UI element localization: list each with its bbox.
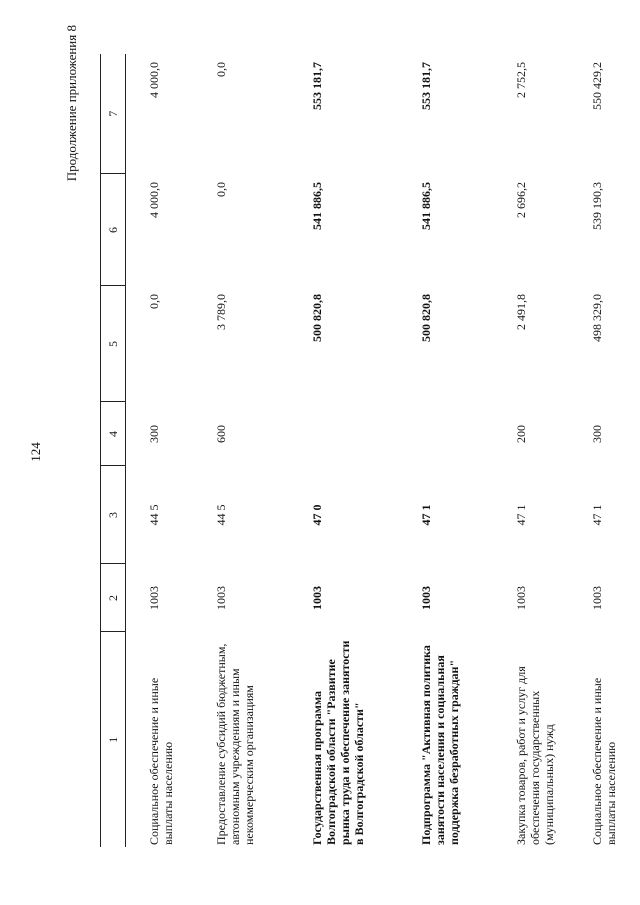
section-code-cell: 1003 (419, 586, 433, 610)
expense-type-cell: 300 (590, 425, 604, 443)
row-name-cell: Социальное обеспечение и иные выплаты населению (590, 677, 618, 845)
page-number: 124 (28, 442, 43, 462)
target-article-cell: 47 1 (514, 504, 528, 526)
amount-cell: 0,0 (147, 294, 161, 309)
column-header: 4 (101, 402, 126, 466)
section-code-cell: 1003 (310, 586, 324, 610)
amount-cell: 0,0 (214, 182, 228, 197)
target-article-cell: 47 0 (310, 504, 324, 526)
appendix-continuation-note: Продолжение приложения 8 (64, 25, 79, 182)
amount-cell: 553 181,7 (310, 62, 324, 110)
table-row (569, 54, 640, 847)
section-code-cell: 1003 (214, 586, 228, 610)
amount-cell: 3 789,0 (214, 294, 228, 330)
row-name-cell: Государственная программа Волгоградской области "Развитие рынка труда и обеспечение занятости в Волгоградской области" (310, 640, 366, 845)
amount-cell: 553 181,7 (419, 62, 433, 110)
expense-type-cell (289, 402, 398, 466)
column-header: 1 (101, 632, 126, 847)
amount-cell: 541 886,5 (310, 182, 324, 230)
target-article-cell: 47 1 (590, 504, 604, 526)
expense-type-cell: 600 (214, 425, 228, 443)
expense-type-cell (398, 402, 493, 466)
amount-cell: 500 820,8 (310, 294, 324, 342)
row-name-cell: Предоставление субсидий бюджетным, автономным учреждениям и иным некоммерческим организациям (214, 643, 256, 845)
row-name-cell: Закупка товаров, работ и услуг для обеспечения государственных (муниципальных) нужд (514, 666, 556, 845)
amount-cell: 498 329,0 (590, 294, 604, 342)
amount-cell: 2 696,2 (514, 182, 528, 218)
budget-table (100, 54, 640, 847)
table-row (493, 54, 569, 847)
column-header: 2 (101, 564, 126, 632)
amount-cell: 541 886,5 (419, 182, 433, 230)
amount-cell: 0,0 (214, 62, 228, 77)
amount-cell: 4 000,0 (147, 182, 161, 218)
row-name-cell: Социальное обеспечение и иные выплаты населению (147, 677, 175, 845)
target-article-cell: 44 5 (214, 504, 228, 526)
section-code-cell: 1003 (590, 586, 604, 610)
section-code-cell: 1003 (147, 586, 161, 610)
amount-cell: 2 752,5 (514, 62, 528, 98)
column-header: 5 (101, 286, 126, 402)
row-name-cell: Подпрограмма "Активная политика занятости населения и социальная поддержка безработных граждан" (419, 645, 461, 845)
amount-cell: 4 000,0 (147, 62, 161, 98)
target-article-cell: 44 5 (147, 504, 161, 526)
expense-type-cell: 200 (514, 425, 528, 443)
table-row (193, 54, 289, 847)
table-row (126, 54, 194, 847)
amount-cell: 2 491,8 (514, 294, 528, 330)
column-header: 3 (101, 466, 126, 564)
table-row (289, 54, 398, 847)
expense-type-cell: 300 (147, 425, 161, 443)
table-header-row (101, 54, 126, 847)
target-article-cell: 47 1 (419, 504, 433, 526)
table-row (398, 54, 493, 847)
amount-cell: 539 190,3 (590, 182, 604, 230)
amount-cell: 550 429,2 (590, 62, 604, 110)
column-header: 7 (101, 54, 126, 174)
column-header: 6 (101, 174, 126, 286)
section-code-cell: 1003 (514, 586, 528, 610)
amount-cell: 500 820,8 (419, 294, 433, 342)
